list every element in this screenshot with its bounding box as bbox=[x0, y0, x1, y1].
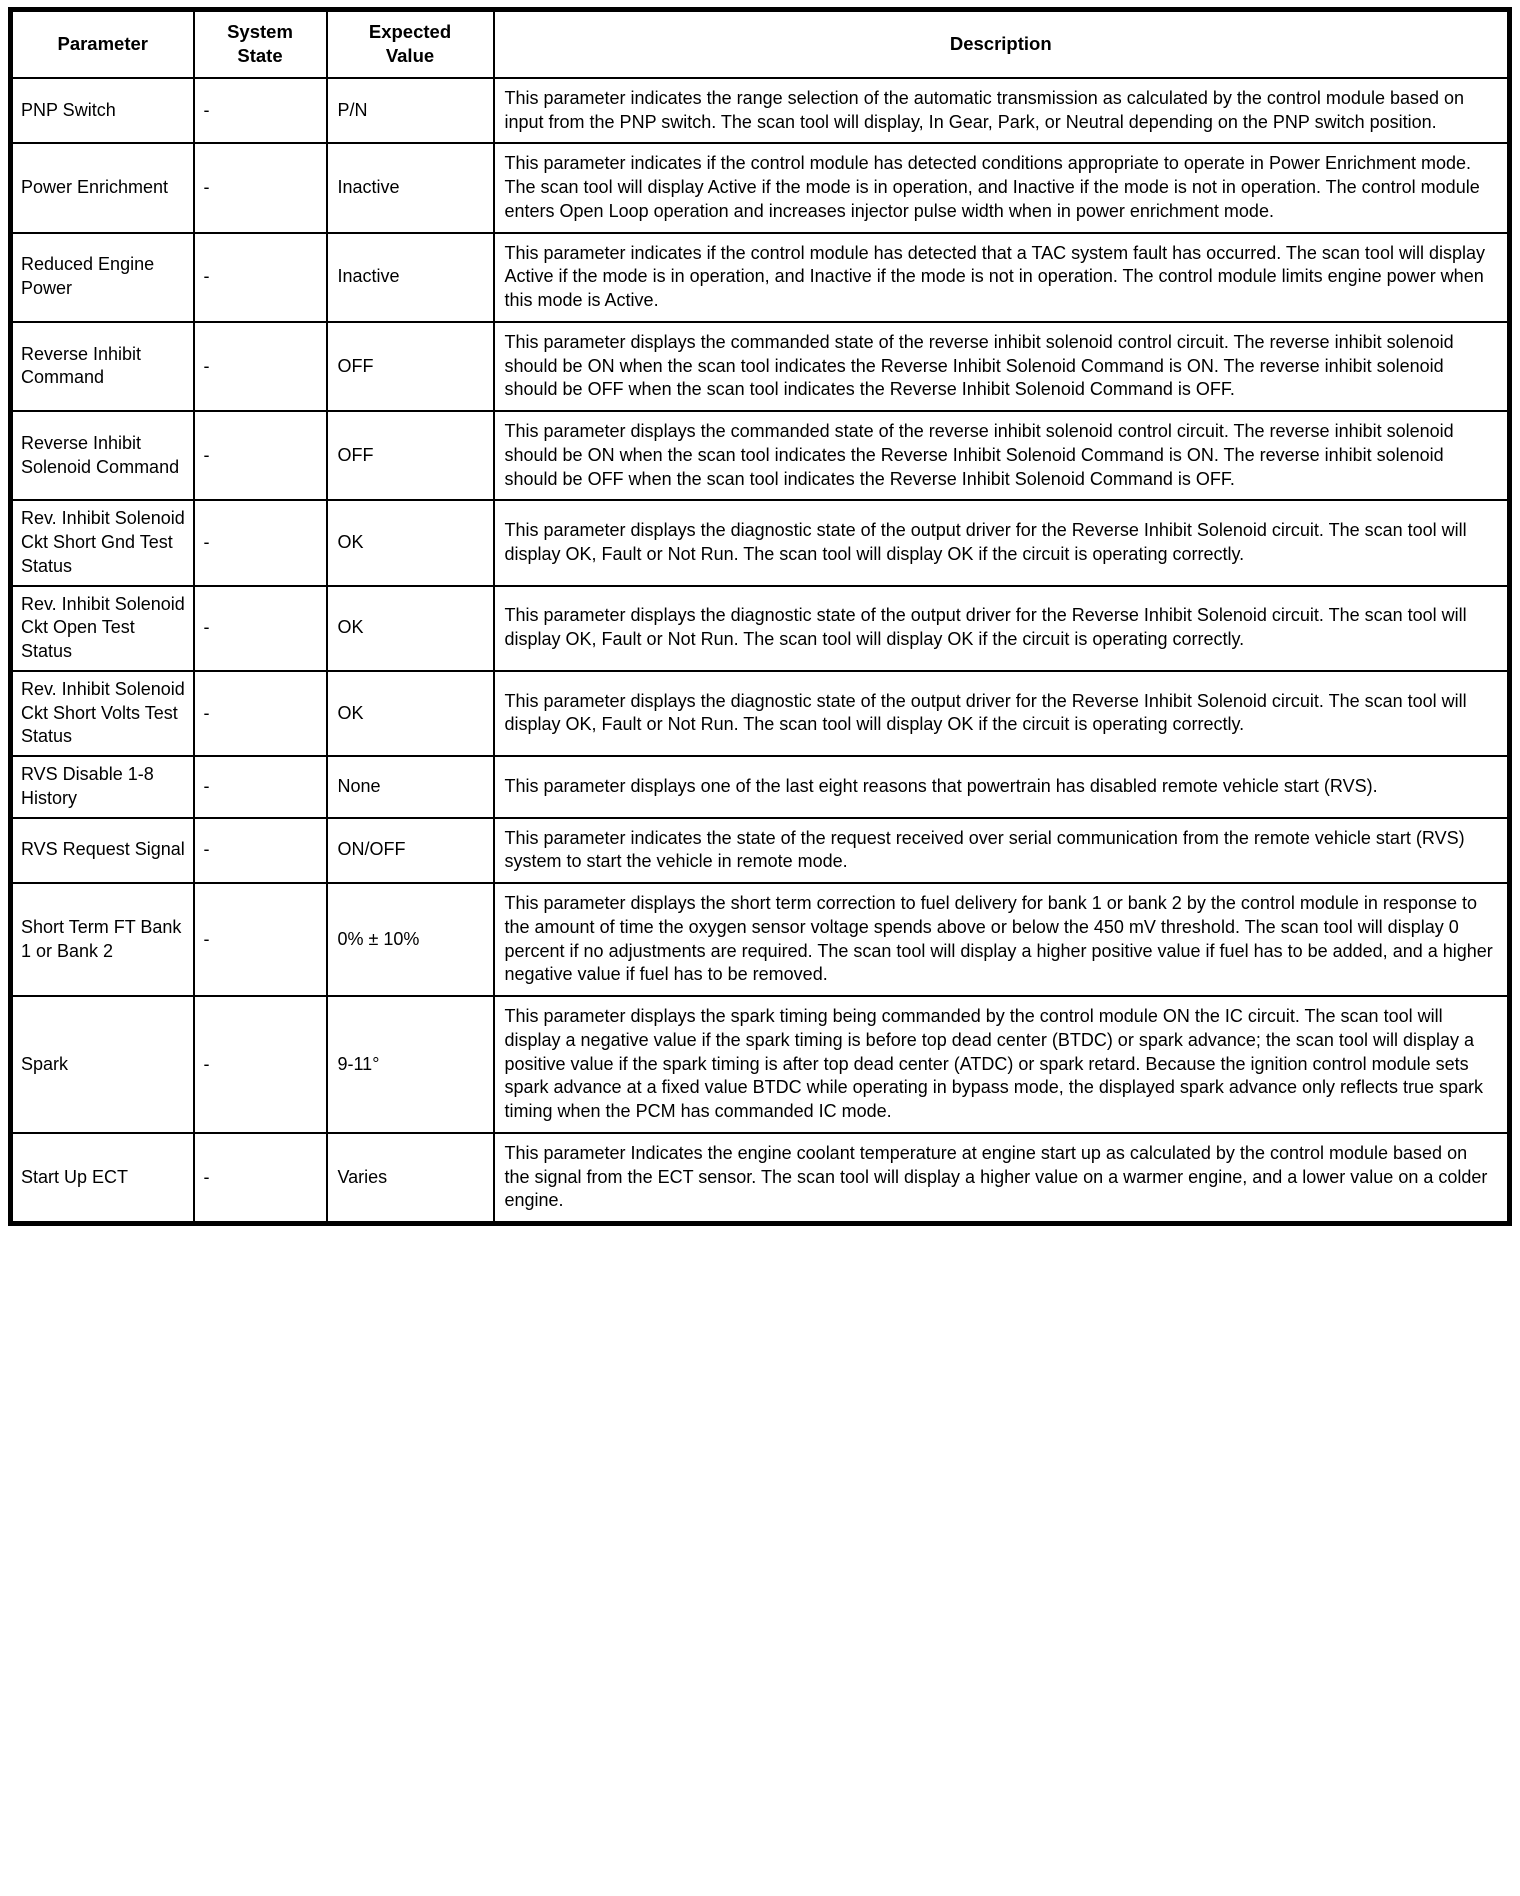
description-cell: This parameter displays the diagnostic state of the output driver for the Reverse Inhibit Solenoid circuit. The scan tool will display OK, Fault or Not Run. The scan tool will display OK if the circuit is operating correctly. bbox=[494, 671, 1510, 756]
system-state-cell: - bbox=[194, 996, 327, 1133]
expected-value-cell: Inactive bbox=[327, 143, 494, 232]
table-row bbox=[11, 1133, 1510, 1224]
description-cell: This parameter displays the spark timing being commanded by the control module ON the IC circuit. The scan tool will display a negative value if the spark timing is before top dead center (BTDC) or spark advance; the scan tool will display a positive value if the spark timing is after top dead center (ATDC) or spark retard. Because the ignition control module sets spark advance at a fixed value BTDC while operating in bypass mode, the displayed spark advance only reflects true spark timing when the PCM has commanded IC mode. bbox=[494, 996, 1510, 1133]
expected-value-cell: OK bbox=[327, 500, 494, 585]
expected-value-cell: Inactive bbox=[327, 233, 494, 322]
system-state-cell: - bbox=[194, 143, 327, 232]
expected-value-cell: 0% ± 10% bbox=[327, 883, 494, 996]
system-state-cell: - bbox=[194, 883, 327, 996]
table-header bbox=[11, 10, 1510, 78]
parameter-cell: Reverse Inhibit Command bbox=[11, 322, 194, 411]
description-cell: This parameter indicates the range selection of the automatic transmission as calculated by the control module based on input from the PNP switch. The scan tool will display, In Gear, Park, or Neutral depending on the PNP switch position. bbox=[494, 78, 1510, 144]
system-state-cell: - bbox=[194, 586, 327, 671]
description-cell: This parameter displays the commanded state of the reverse inhibit solenoid control circuit. The reverse inhibit solenoid should be ON when the scan tool indicates the Reverse Inhibit Solenoid Command is ON. The reverse inhibit solenoid should be OFF when the scan tool indicates the Reverse Inhibit Solenoid Command is OFF. bbox=[494, 322, 1510, 411]
parameter-cell: RVS Disable 1-8 History bbox=[11, 756, 194, 818]
table-row bbox=[11, 233, 1510, 322]
table-row bbox=[11, 143, 1510, 232]
description-cell: This parameter displays the commanded state of the reverse inhibit solenoid control circuit. The reverse inhibit solenoid should be ON when the scan tool indicates the Reverse Inhibit Solenoid Command is ON. The reverse inhibit solenoid should be OFF when the scan tool indicates the Reverse Inhibit Solenoid Command is OFF. bbox=[494, 411, 1510, 500]
expected-value-cell: OK bbox=[327, 671, 494, 756]
expected-value-cell: OFF bbox=[327, 411, 494, 500]
parameter-cell: PNP Switch bbox=[11, 78, 194, 144]
parameter-cell: Reduced Engine Power bbox=[11, 233, 194, 322]
parameter-cell: Reverse Inhibit Solenoid Command bbox=[11, 411, 194, 500]
description-cell: This parameter displays the diagnostic state of the output driver for the Reverse Inhibit Solenoid circuit. The scan tool will display OK, Fault or Not Run. The scan tool will display OK if the circuit is operating correctly. bbox=[494, 586, 1510, 671]
parameters-table bbox=[8, 7, 1512, 1226]
expected-value-cell: Varies bbox=[327, 1133, 494, 1224]
column-header-parameter: Parameter bbox=[11, 10, 194, 78]
description-cell: This parameter indicates if the control module has detected that a TAC system fault has occurred. The scan tool will display Active if the mode is in operation, and Inactive if the mode is not in operation. The control module limits engine power when this mode is Active. bbox=[494, 233, 1510, 322]
description-cell: This parameter indicates if the control module has detected conditions appropriate to operate in Power Enrichment mode. The scan tool will display Active if the mode is in operation, and Inactive if the mode is not in operation. The control module enters Open Loop operation and increases injector pulse width when in power enrichment mode. bbox=[494, 143, 1510, 232]
system-state-cell: - bbox=[194, 500, 327, 585]
system-state-cell: - bbox=[194, 322, 327, 411]
system-state-cell: - bbox=[194, 1133, 327, 1224]
parameter-cell: Spark bbox=[11, 996, 194, 1133]
system-state-cell: - bbox=[194, 818, 327, 884]
system-state-cell: - bbox=[194, 411, 327, 500]
parameter-cell: Rev. Inhibit Solenoid Ckt Short Gnd Test Status bbox=[11, 500, 194, 585]
expected-value-cell: ON/OFF bbox=[327, 818, 494, 884]
column-header-description: Description bbox=[494, 10, 1510, 78]
description-cell: This parameter indicates the state of the request received over serial communication from the remote vehicle start (RVS) system to start the vehicle in remote mode. bbox=[494, 818, 1510, 884]
column-header-system-state: System State bbox=[194, 10, 327, 78]
parameter-cell: Start Up ECT bbox=[11, 1133, 194, 1224]
table-row bbox=[11, 883, 1510, 996]
description-cell: This parameter Indicates the engine coolant temperature at engine start up as calculated by the control module based on the signal from the ECT sensor. The scan tool will display a higher value on a warmer engine, and a lower value on a colder engine. bbox=[494, 1133, 1510, 1224]
parameter-cell: RVS Request Signal bbox=[11, 818, 194, 884]
table-row bbox=[11, 411, 1510, 500]
system-state-cell: - bbox=[194, 78, 327, 144]
parameter-cell: Rev. Inhibit Solenoid Ckt Short Volts Test Status bbox=[11, 671, 194, 756]
description-cell: This parameter displays one of the last eight reasons that powertrain has disabled remote vehicle start (RVS). bbox=[494, 756, 1510, 818]
table-row bbox=[11, 322, 1510, 411]
parameter-cell: Short Term FT Bank 1 or Bank 2 bbox=[11, 883, 194, 996]
table-row bbox=[11, 78, 1510, 144]
table-row bbox=[11, 671, 1510, 756]
system-state-cell: - bbox=[194, 671, 327, 756]
header-row bbox=[11, 10, 1510, 78]
system-state-cell: - bbox=[194, 233, 327, 322]
parameter-cell: Rev. Inhibit Solenoid Ckt Open Test Status bbox=[11, 586, 194, 671]
expected-value-cell: OFF bbox=[327, 322, 494, 411]
table-row bbox=[11, 586, 1510, 671]
expected-value-cell: OK bbox=[327, 586, 494, 671]
parameter-cell: Power Enrichment bbox=[11, 143, 194, 232]
expected-value-cell: 9-11° bbox=[327, 996, 494, 1133]
expected-value-cell: P/N bbox=[327, 78, 494, 144]
table-row bbox=[11, 500, 1510, 585]
description-cell: This parameter displays the short term correction to fuel delivery for bank 1 or bank 2 by the control module in response to the amount of time the oxygen sensor voltage spends above or below the 450 mV threshold. The scan tool will display 0 percent if no adjustments are required. The scan tool will display a higher positive value if fuel has to be added, and a higher negative value if fuel has to be removed. bbox=[494, 883, 1510, 996]
table-body bbox=[11, 78, 1510, 1224]
column-header-expected-value: Expected Value bbox=[327, 10, 494, 78]
system-state-cell: - bbox=[194, 756, 327, 818]
table-row bbox=[11, 818, 1510, 884]
expected-value-cell: None bbox=[327, 756, 494, 818]
table-row bbox=[11, 756, 1510, 818]
table-row bbox=[11, 996, 1510, 1133]
description-cell: This parameter displays the diagnostic state of the output driver for the Reverse Inhibit Solenoid circuit. The scan tool will display OK, Fault or Not Run. The scan tool will display OK if the circuit is operating correctly. bbox=[494, 500, 1510, 585]
